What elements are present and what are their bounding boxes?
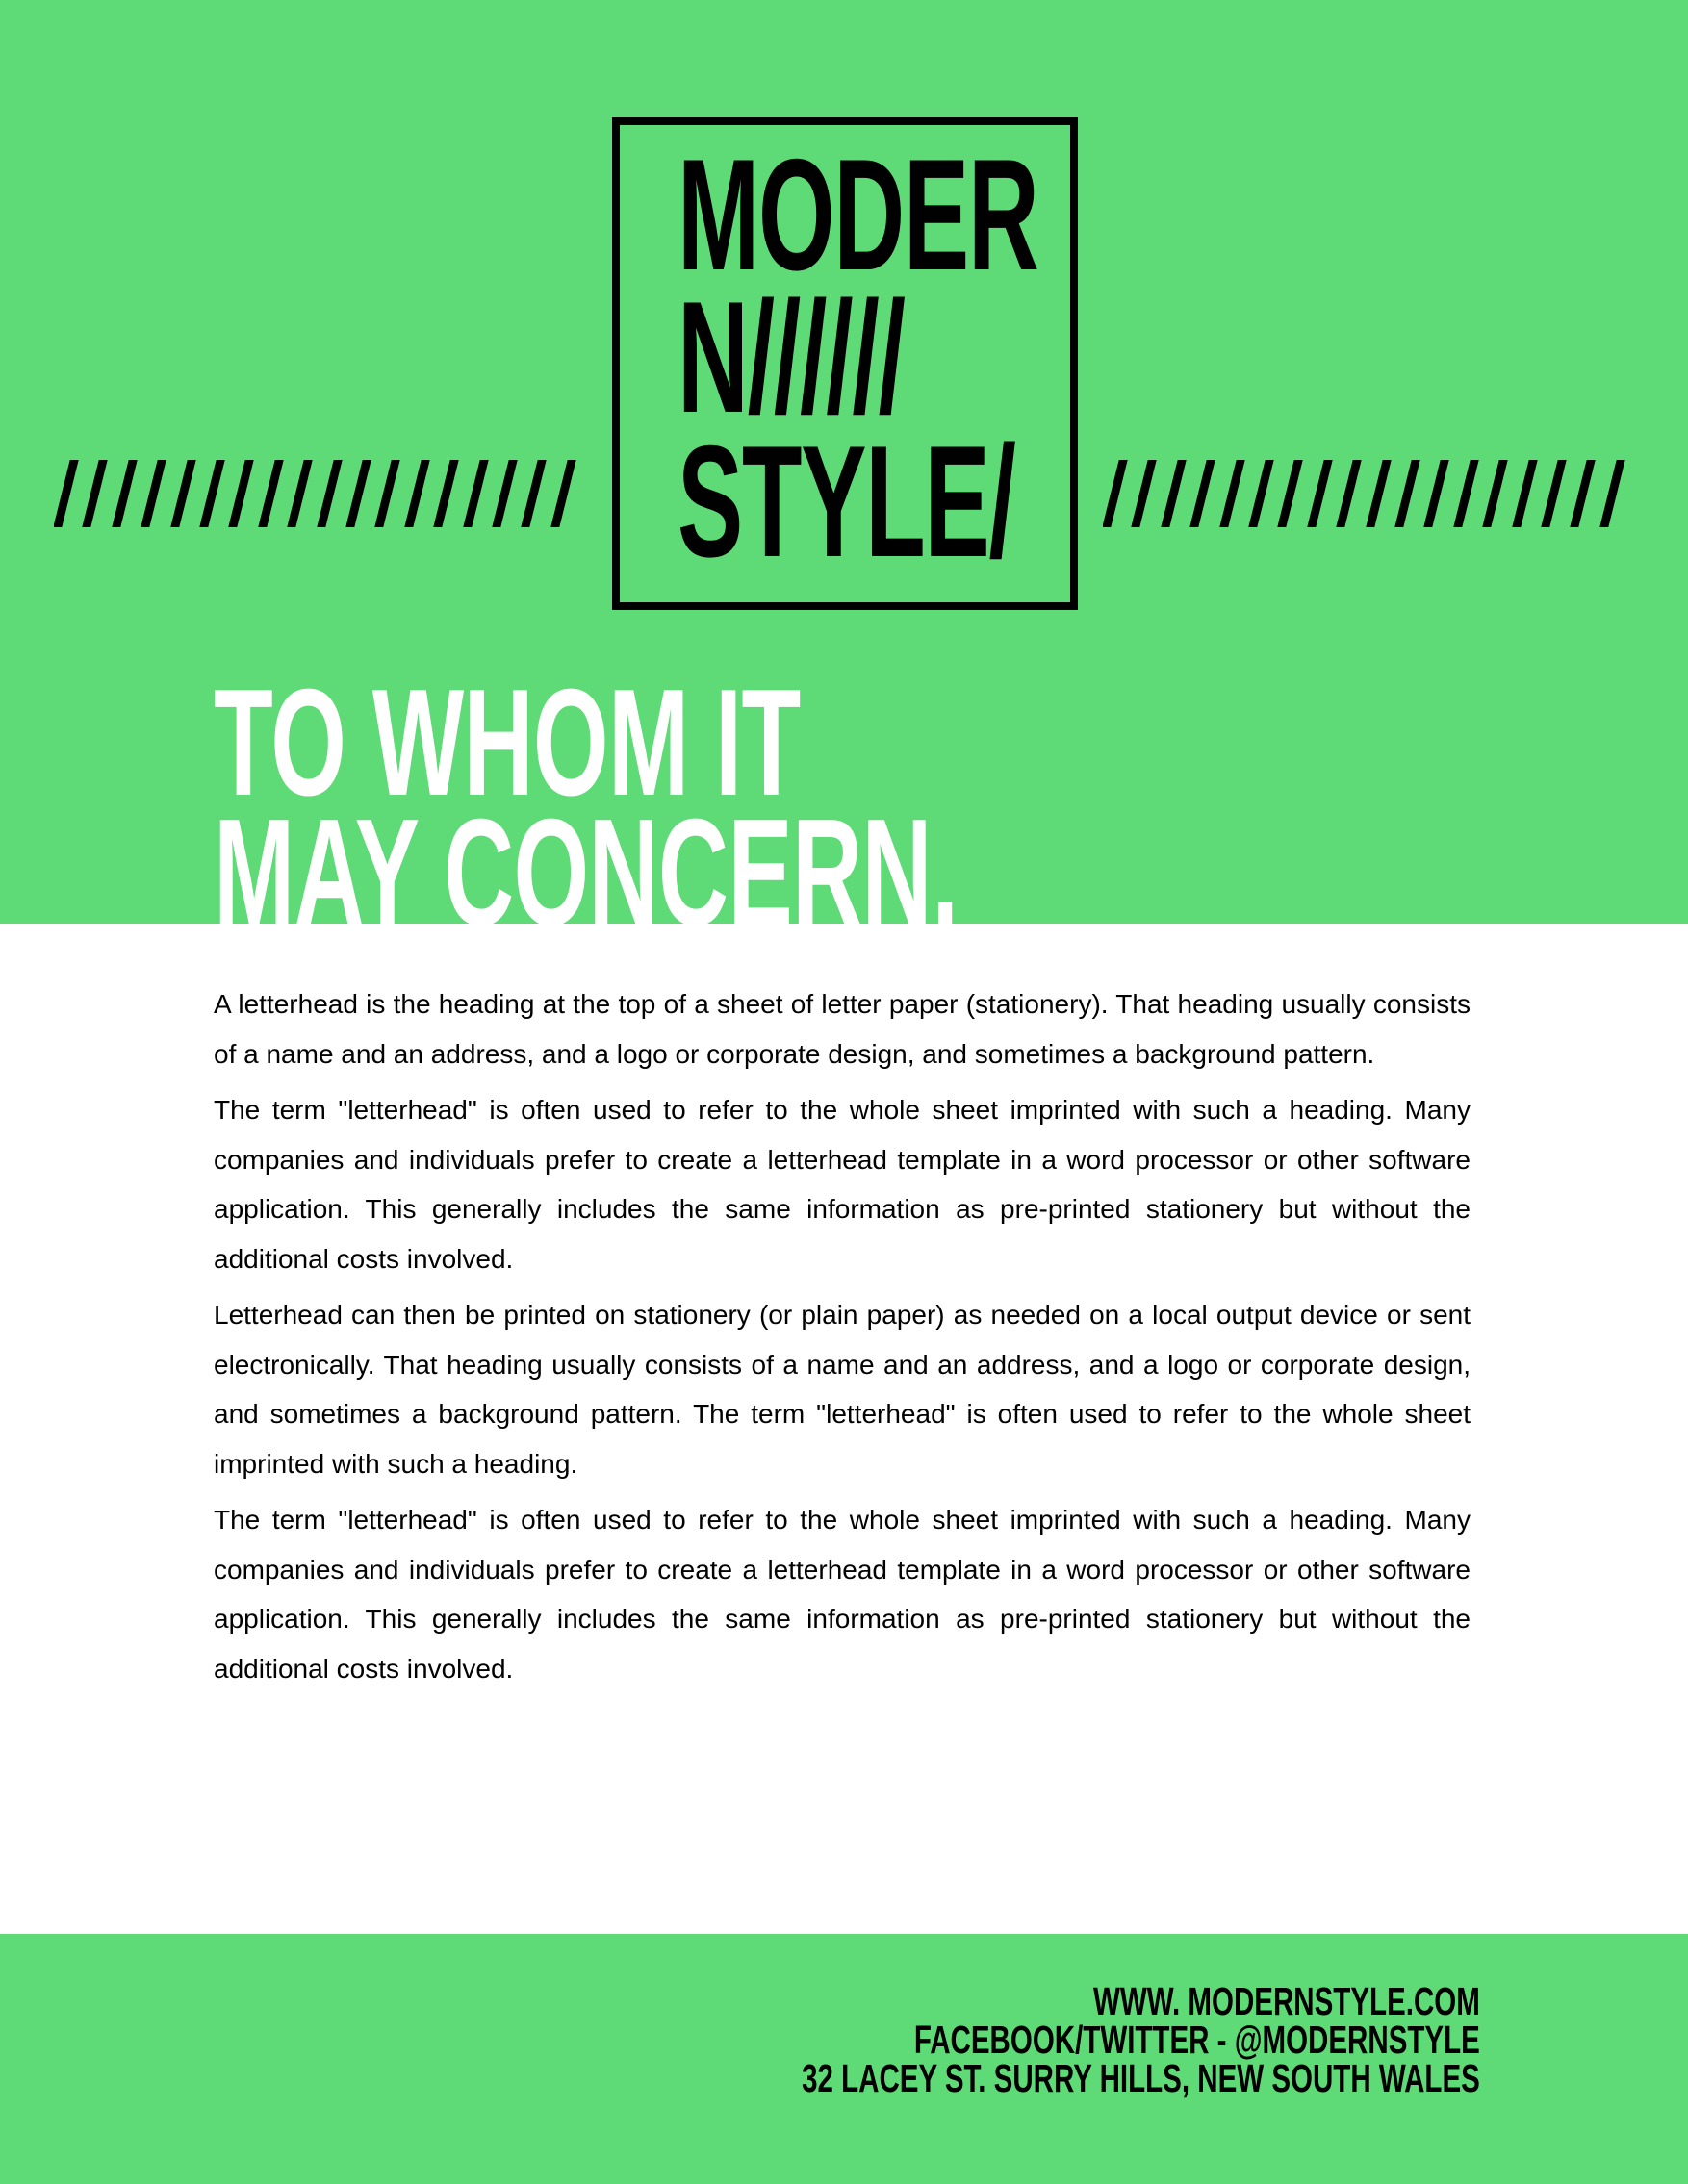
slash-mark	[287, 460, 312, 527]
slash-mark	[83, 460, 108, 527]
slash-mark	[550, 460, 575, 527]
logo-line-3: STYLE/	[678, 413, 1015, 590]
slash-mark	[1571, 460, 1596, 527]
slash-mark	[54, 460, 79, 527]
salutation-line-2: MAY CONCERN,	[214, 788, 959, 957]
slash-mark	[1424, 460, 1449, 527]
slash-mark	[522, 460, 547, 527]
slash-mark	[404, 460, 429, 527]
slash-mark	[1512, 460, 1537, 527]
logo-line-2: N//////	[678, 268, 905, 445]
salutation-heading	[214, 658, 959, 957]
body-paragraph-1: A letterhead is the heading at the top of a sheet of letter paper (stationery). That heading usually consists of a name and an address, and a logo or corporate design, and sometimes a background pattern.	[214, 989, 1471, 1069]
slash-mark	[375, 460, 400, 527]
slash-mark	[1394, 460, 1419, 527]
salutation-line-1: TO WHOM IT	[214, 658, 801, 827]
slash-mark	[1103, 460, 1128, 527]
slash-mark	[1366, 460, 1391, 527]
slash-mark	[1248, 460, 1273, 527]
contact-info	[538, 1979, 1480, 2100]
website-text: WWW. MODERNSTYLE.COM	[1093, 1979, 1480, 2023]
slash-mark	[141, 460, 166, 527]
slash-mark	[433, 460, 458, 527]
slash-mark	[1278, 460, 1303, 527]
slash-mark	[1219, 460, 1244, 527]
slash-mark	[345, 460, 371, 527]
slash-mark	[1453, 460, 1478, 527]
slash-mark	[170, 460, 195, 527]
social-handle-text: FACEBOOK/TWITTER - @MODERNSTYLE	[913, 2018, 1480, 2062]
slash-mark	[492, 460, 517, 527]
slash-mark	[1132, 460, 1157, 527]
slash-mark	[112, 460, 137, 527]
slash-mark	[229, 460, 254, 527]
logo	[612, 117, 1078, 610]
address-text: 32 LACEY ST. SURRY HILLS, NEW SOUTH WALES	[802, 2056, 1480, 2100]
slash-mark	[1482, 460, 1507, 527]
slash-mark	[1336, 460, 1361, 527]
slash-mark	[258, 460, 283, 527]
slash-mark	[1161, 460, 1186, 527]
slash-mark	[1541, 460, 1566, 527]
logo-line-1: MODER	[678, 126, 1038, 303]
slash-mark	[1599, 460, 1624, 527]
slash-mark	[199, 460, 224, 527]
left-slash-decoration	[54, 460, 581, 531]
right-slash-decoration	[1103, 460, 1630, 531]
body-paragraph-4: The term "letterhead" is often used to refer to the whole sheet imprinted with such a heading. Many companies and individuals prefer to create a letterhead template in a word processor or other software application. This generally includes the same information as pre-printed stationery but without the additional costs involved.	[214, 1505, 1471, 1684]
slash-mark	[1189, 460, 1215, 527]
letter-body	[214, 979, 1471, 1700]
body-paragraph-3: Letterhead can then be printed on stationery (or plain paper) as needed on a local output device or sent electronically. That heading usually consists of a name and an address, and a logo or corporate design, and sometimes a background pattern. The term "letterhead" is often used to refer to the whole sheet imprinted with such a heading.	[214, 1300, 1471, 1479]
slash-mark	[317, 460, 342, 527]
slash-mark	[1307, 460, 1332, 527]
slash-mark	[463, 460, 488, 527]
body-paragraph-2: The term "letterhead" is often used to refer to the whole sheet imprinted with such a heading. Many companies and individuals prefer to create a letterhead template in a word processor or other software application. This generally includes the same information as pre-printed stationery but without the additional costs involved.	[214, 1095, 1471, 1274]
